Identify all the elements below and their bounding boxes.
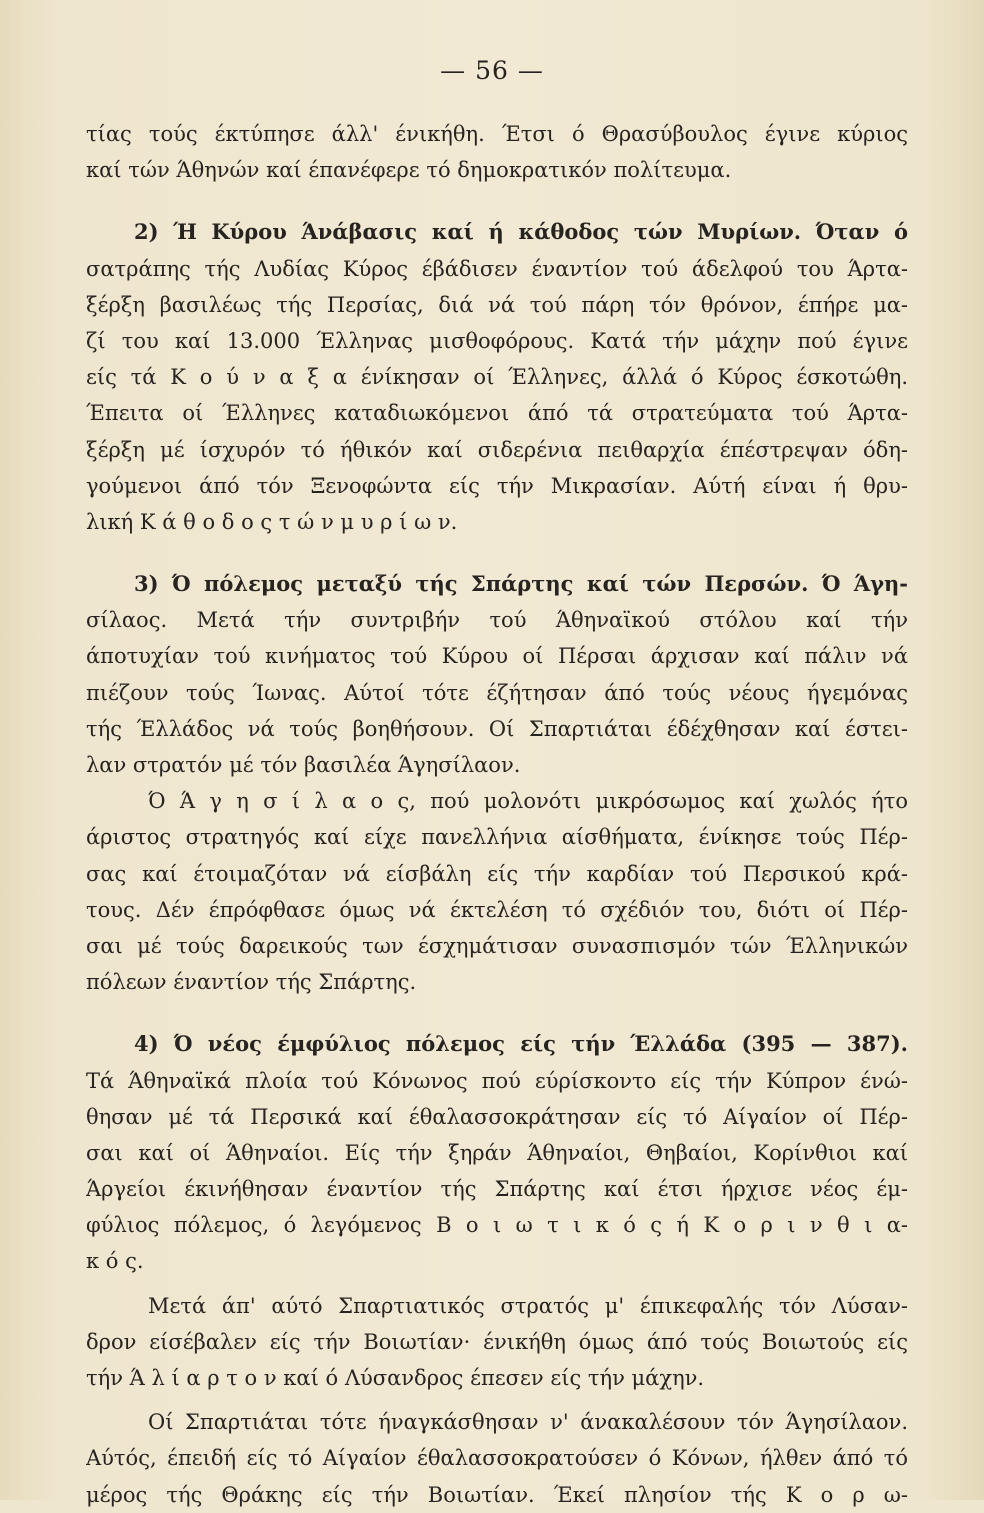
text-line: Μετά άπ' αύτό Σπαρτιατικός στρατός μ' έπικεφαλής τόν Λύσαν- <box>148 1293 908 1318</box>
text-line: τήν Ά λ ί α ρ τ ο ν καί ό Λύσανδρος έπεσεν είς τήν μάχην. <box>86 1366 705 1390</box>
text-line: Ό Ά γ η σ ί λ α ο ς, πού μολονότι μικρόσωμος καί χωλός ήτο <box>148 789 908 814</box>
text-line: σίλαος. Μετά τήν συντριβήν τού Άθηναϊκού στόλου καί τήν <box>86 608 908 633</box>
section-heading-2: 2) Ή Κύρου Άνάβασις καί ή κάθοδος τών Μυρίων. Όταν ό <box>134 219 908 245</box>
text-line: καί τών Άθηνών καί έπανέφερε τό δημοκρατικόν πολίτευμα. <box>86 158 732 183</box>
text-line: τους. Δέν έπρόφθασε όμως νά έκτελέση τό σχέδιόν του, διότι οί Πέρ- <box>86 897 908 922</box>
text-line: Τά Άθηναϊκά πλοία τού Κόνωνος πού εύρίσκοντο είς τήν Κύπρον ένώ- <box>86 1068 908 1093</box>
text-line: πόλεων έναντίον τής Σπάρτης. <box>86 970 417 995</box>
text-line: γούμενοι άπό τόν Ξενοφώντα είς τήν Μικρασίαν. Αύτή είναι ή θρυ- <box>86 473 908 498</box>
text-line: λαν στρατόν μέ τόν βασιλέα Άγησίλαον. <box>86 753 521 777</box>
text-line: άριστος στρατηγός καί είχε πανελλήνια αίσθήματα, ένίκησε τούς Πέρ- <box>86 825 908 850</box>
text-line: τής Έλλάδος νά τούς βοηθήσουν. Οί Σπαρτιάται έδέχθησαν καί έστει- <box>86 716 908 741</box>
section-heading-3: 3) Ό πόλεμος μεταξύ τής Σπάρτης καί τών Περσών. Ό Άγη- <box>134 571 908 597</box>
body-text <box>86 116 908 1513</box>
text-line: μέρος τής Θράκης είς τήν Βοιωτίαν. Έκεί πλησίον τής Κ ο ρ ω- <box>86 1482 908 1507</box>
text-line: σαι καί οί Άθηναίοι. Είς τήν ξηράν Άθηναίοι, Θηβαίοι, Κορίνθιοι καί <box>86 1140 908 1165</box>
text-line: κ ό ς. <box>86 1249 144 1274</box>
text-line: Αύτός, έπειδή είς τό Αίγαίον έθαλασσοκρατούσεν ό Κόνων, ήλθεν άπό τό <box>86 1446 908 1471</box>
text-line: πιέζουν τούς Ίωνας. Αύτοί τότε έζήτησαν άπό τούς νέους ήγεμόνας <box>86 680 908 705</box>
text-line: ξέρξη μέ ίσχυρόν τό ήθικόν καί σιδερένια πειθαρχία έπέστρεψαν όδη- <box>86 437 908 462</box>
text-line: σαι μέ τούς δαρεικούς των έσχημάτισαν συνασπισμόν τών Έλληνικών <box>86 933 908 958</box>
text-line: Έπειτα οί Έλληνες καταδιωκόμενοι άπό τά στρατεύματα τού Άρτα- <box>86 401 908 426</box>
text-line: θησαν μέ τά Περσικά καί έθαλασσοκράτησαν είς τό Αίγαίον οί Πέρ- <box>86 1104 908 1129</box>
paragraph-gap <box>86 1000 908 1026</box>
text-line: λική Κ ά θ ο δ ο ς τ ώ ν μ υ ρ ί ω ν. <box>86 509 458 534</box>
text-line: σατράπης τής Λυδίας Κύρος έβάδισεν έναντίον τού άδελφού του Άρτα- <box>86 256 908 281</box>
text-line: είς τά Κ ο ύ ν α ξ α ένίκησαν οί Έλληνες, άλλά ό Κύρος έσκοτώθη. <box>86 365 908 390</box>
text-line: ξέρξη βασιλέως τής Περσίας, διά νά τού πάρη τόν θρόνον, έπήρε μα- <box>86 292 908 317</box>
text-line: δρον είσέβαλεν είς τήν Βοιωτίαν· ένικήθη όμως άπό τούς Βοιωτούς είς <box>86 1329 908 1354</box>
section-heading-4: 4) Ό νέος έμφύλιος πόλεμος είς τήν Έλλάδα (395 — 387). <box>134 1031 908 1057</box>
text-line: Οί Σπαρτιάται τότε ήναγκάσθησαν ν' άνακαλέσουν τόν Άγησίλαον. <box>148 1410 908 1435</box>
text-line: τίας τούς έκτύπησε άλλ' ένικήθη. Έτσι ό Θρασύβουλος έγινε κύριος <box>86 122 908 146</box>
paragraph-gap <box>86 1396 908 1404</box>
text-line: φύλιος πόλεμος, ό λεγόμενος Β ο ι ω τ ι κ ό ς ή Κ ο ρ ι ν θ ι α- <box>86 1213 908 1238</box>
text-line: σας καί έτοιμαζόταν νά είσβάλη είς τήν καρδίαν τού Περσικού κρά- <box>86 861 908 886</box>
paragraph-gap <box>86 188 908 214</box>
text-line: Άργείοι έκινήθησαν έναντίον τής Σπάρτης καί έτσι ήρχισε νέος έμ- <box>86 1177 908 1202</box>
text-line: άποτυχίαν τού κινήματος τού Κύρου οί Πέρσαι άρχισαν καί πάλιν νά <box>86 644 908 669</box>
text-line: ζί του καί 13.000 Έλληνας μισθοφόρους. Κατά τήν μάχην πού έγινε <box>86 328 908 353</box>
paragraph-gap <box>86 1280 908 1288</box>
page-number: — 56 — <box>440 56 544 85</box>
paragraph-gap <box>86 540 908 566</box>
